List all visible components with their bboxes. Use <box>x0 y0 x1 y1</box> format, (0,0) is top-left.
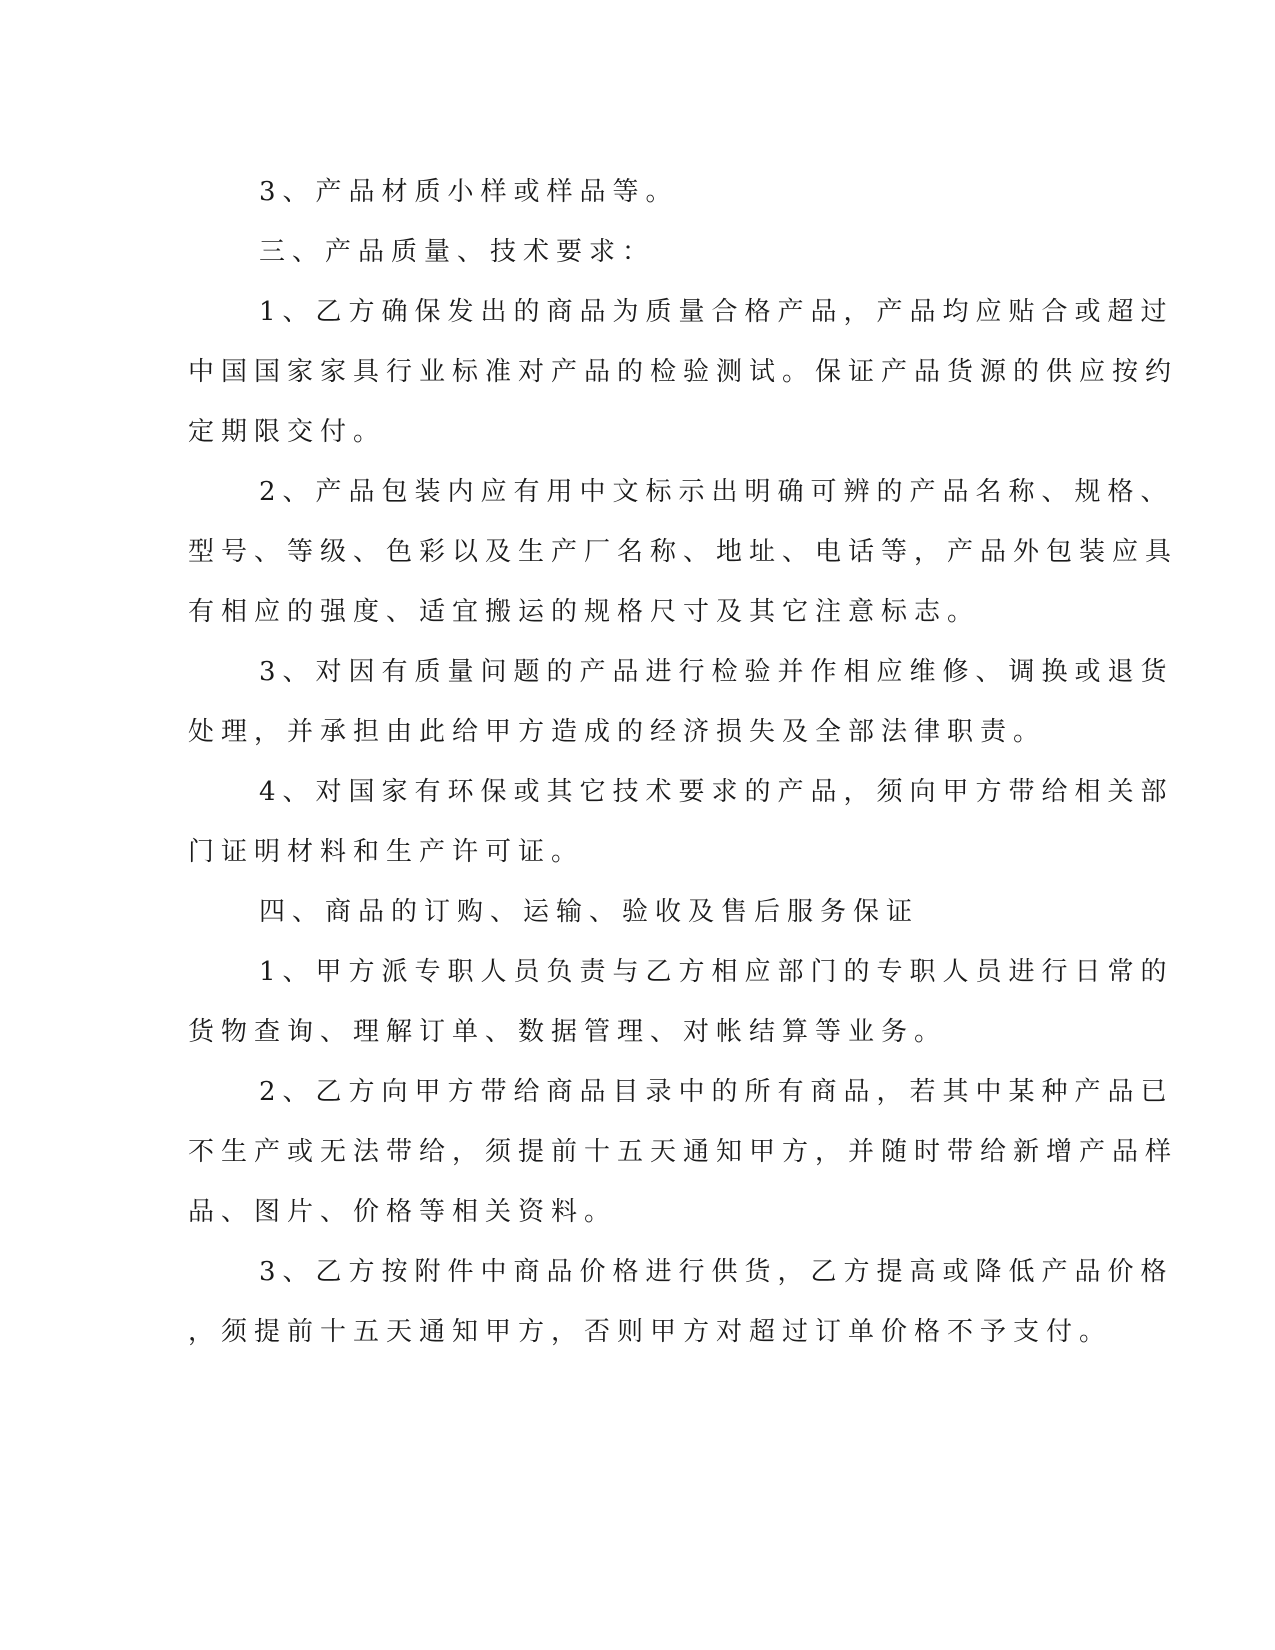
paragraph-line: 门证明材料和生产许可证。 <box>188 837 585 867</box>
paragraph-line: 处理，并承担由此给甲方造成的经济损失及全部法律职责。 <box>188 717 1047 747</box>
paragraph-line: 品、图片、价格等相关资料。 <box>188 1197 618 1227</box>
section-heading: 三、产品质量、技术要求： <box>259 237 656 267</box>
paragraph-line: 3、乙方按附件中商品价格进行供货，乙方提高或降低产品价格 <box>259 1257 1174 1287</box>
document-body <box>188 162 1179 1362</box>
paragraph-line: 3、对因有质量问题的产品进行检验并作相应维修、调换或退货 <box>259 657 1174 687</box>
paragraph-line: 2、产品包装内应有用中文标示出明确可辨的产品名称、规格、 <box>259 477 1174 507</box>
paragraph-line: 2、乙方向甲方带给商品目录中的所有商品，若其中某种产品已 <box>259 1077 1174 1107</box>
paragraph-line: 1、乙方确保发出的商品为质量合格产品，产品均应贴合或超过 <box>259 297 1174 327</box>
section-heading: 四、商品的订购、运输、验收及售后服务保证 <box>259 897 920 927</box>
paragraph-line: 定期限交付。 <box>188 417 387 447</box>
paragraph-line: 3、产品材质小样或样品等。 <box>259 177 679 207</box>
paragraph-line: ，须提前十五天通知甲方，否则甲方对超过订单价格不予支付。 <box>188 1317 1113 1347</box>
paragraph-line: 中国国家家具行业标准对产品的检验测试。保证产品货源的供应按约 <box>188 357 1179 387</box>
paragraph-line: 有相应的强度、适宜搬运的规格尺寸及其它注意标志。 <box>188 597 981 627</box>
paragraph-line: 货物查询、理解订单、数据管理、对帐结算等业务。 <box>188 1017 948 1047</box>
paragraph-line: 不生产或无法带给，须提前十五天通知甲方，并随时带给新增产品样 <box>188 1137 1179 1167</box>
paragraph-line: 1、甲方派专职人员负责与乙方相应部门的专职人员进行日常的 <box>259 957 1174 987</box>
paragraph-line: 4、对国家有环保或其它技术要求的产品，须向甲方带给相关部 <box>259 777 1174 807</box>
paragraph-line: 型号、等级、色彩以及生产厂名称、地址、电话等，产品外包装应具 <box>188 537 1179 567</box>
